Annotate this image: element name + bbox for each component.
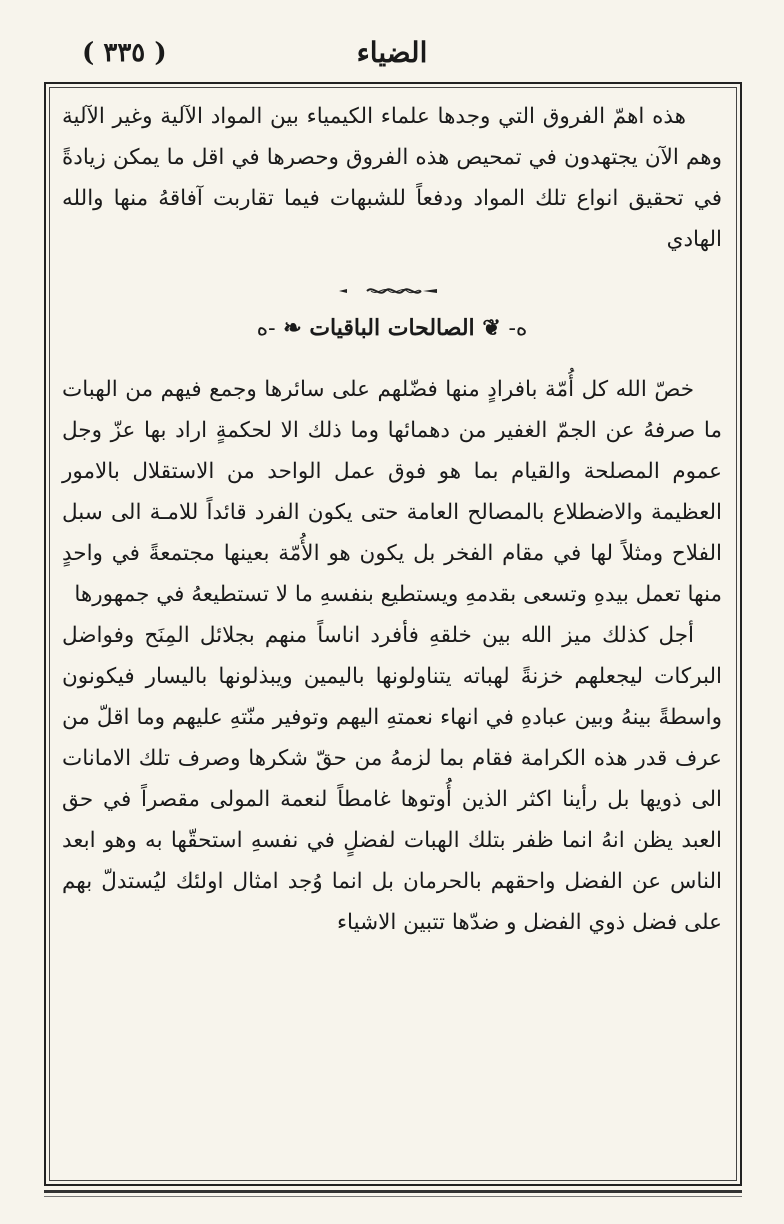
section-heading: [62, 308, 722, 349]
bottom-rule-thin: [44, 1196, 742, 1197]
heading-flourish-right-icon: ❦: [482, 315, 501, 341]
page-header: [60, 34, 724, 78]
page-body: [62, 96, 722, 943]
heading-flourish-left-icon: ❧: [283, 315, 302, 341]
section-paragraph: خصّ الله كل أُمّة بافرادٍ منها فضّلهم على سائرها وجمع فيهم من الهبات ما صرفهُ عن الجمّ الغفير من دهمائها وما ذلك الا لحكمةٍ اراد بها عزّ وجل عموم المصلحة والقيام بما هو فوق عمل الواحد من الاستقلال بالامور العظيمة والاضطلاع بالمصالح العامة حتى يكون الفرد قائداً للامـة الى سبل الفلاح ومثلاً لها في مقام الفخر بل يكون هو الأُمّة بعينها مجتمعةً في واحدٍ منها تعمل بيدهِ وتسعى بقدمهِ ويستطيع بنفسهِ ما لا تستطيعهُ في جمهورها: [62, 377, 722, 607]
section-paragraph: أجل كذلك ميز الله بين خلقهِ فأفرد اناساً منهم بجلائل المِنَح وفواضل البركات ليجعلهم خزنةً لهباته يتناولونها باليمين ويبذلونها باليسار فيكونون واسطةً بينهُ وبين عبادهِ في انهاء نعمتهِ اليهم وتوفير منّتهِ عليهم وما اقلّ من عرف قدر هذه الكرامة فقام بما لزمهُ من حقّ شكرها وصرف تلك الامانات الى ذويها بل رأينا اكثر الذين أُوتوها غامطاً لنعمة المولى مقصراً في حق العبد يظن انهُ انما ظفر بتلك الهبات لفضلٍ في نفسهِ استحقّها به وهو ابعد الناس عن الفضل واحقهم بالحرمان بل انما وُجد امثال اولئك ليُستدلّ بهم على فضل ذوي الفضل و ضدّها تتبين الاشياء: [62, 623, 722, 935]
heading-flourish-left: -ﻩ: [256, 316, 276, 341]
bottom-rule: [44, 1190, 742, 1193]
ornament-divider-icon: [337, 284, 447, 298]
running-title: الضياء: [356, 36, 428, 69]
intro-paragraph: هذه اهمّ الفروق التي وجدها علماء الكيمياء بين المواد الآلية وغير الآلية وهم الآن يجتهدون في تمحيص هذه الفروق وحصرها في اقل ما يمكن زيادةً في تحقيق انواع تلك المواد ودفعاً للشبهات فيما تقاربت آفاقهُ منها والله الهادي: [62, 104, 722, 252]
heading-flourish-right: ﻩ-: [508, 316, 528, 341]
section-title: الصالحات الباقيات: [309, 315, 475, 341]
ornament-divider: [62, 274, 722, 308]
page-number: ( ٣٣٥ ): [82, 38, 167, 68]
